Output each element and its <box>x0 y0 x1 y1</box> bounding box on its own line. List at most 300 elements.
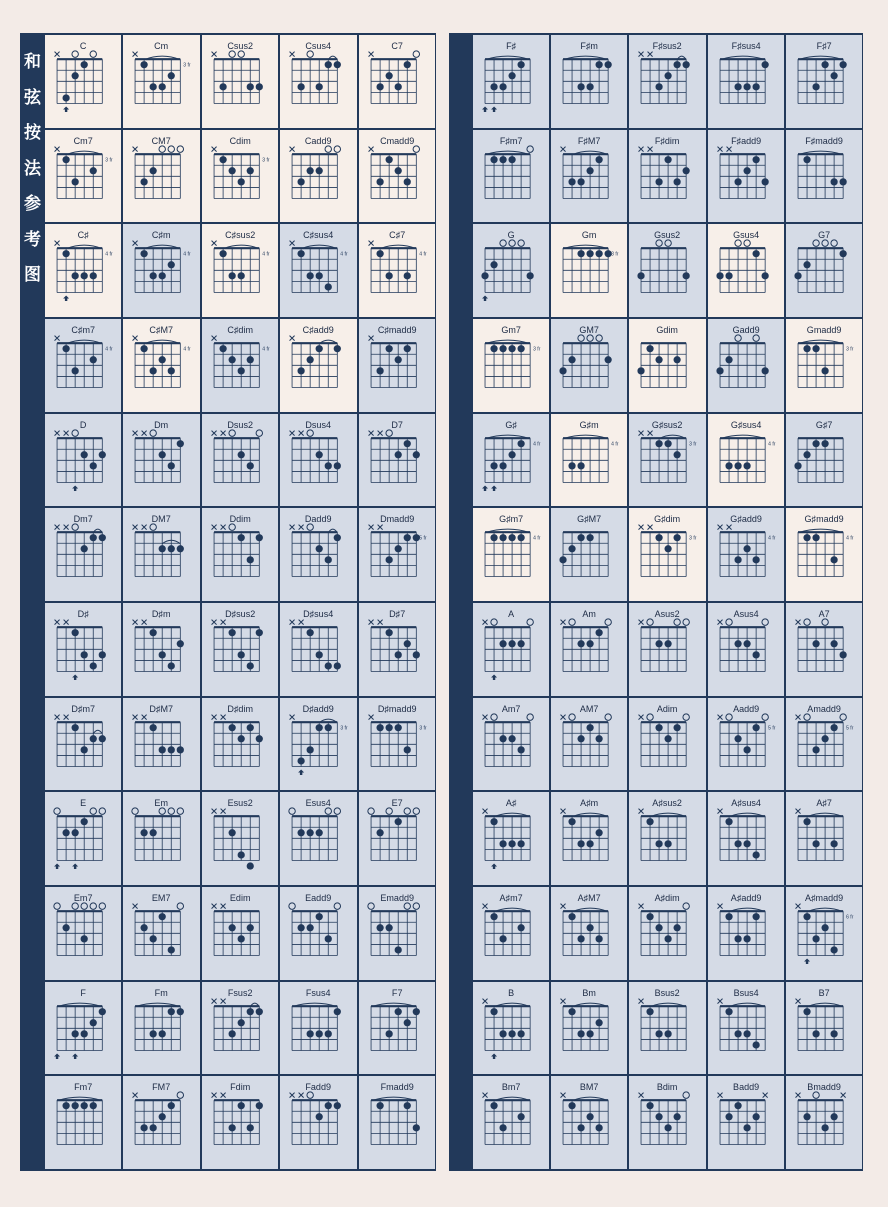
finger-dot <box>150 724 157 731</box>
finger-dot <box>325 557 332 564</box>
open-string-icon <box>605 619 611 625</box>
finger-dot <box>237 735 244 742</box>
finger-dot <box>578 1030 585 1037</box>
chord-card <box>45 792 121 885</box>
finger-dot <box>638 273 645 280</box>
finger-dot <box>219 345 226 352</box>
title-char: 和 <box>24 52 41 72</box>
chord-diagram <box>123 319 199 412</box>
finger-dot <box>812 841 819 848</box>
finger-dot <box>578 935 585 942</box>
finger-dot <box>62 924 69 931</box>
chord-diagram <box>551 508 627 601</box>
open-string-icon <box>229 51 235 57</box>
finger-dot <box>508 156 515 163</box>
chord-card <box>202 130 278 223</box>
muted-string-icon <box>717 1093 722 1098</box>
chord-name: A♯m <box>580 798 599 809</box>
muted-string-icon <box>220 714 225 719</box>
chord-diagram <box>202 319 278 412</box>
finger-dot <box>647 913 654 920</box>
finger-dot <box>518 345 525 352</box>
chord-name: Bmadd9 <box>807 1082 841 1093</box>
finger-dot <box>596 829 603 836</box>
chord-diagram <box>280 792 356 885</box>
fret-position-label: 3 fr <box>845 346 854 353</box>
fret-position-label: 5 fr <box>418 536 427 543</box>
finger-dot <box>578 640 585 647</box>
finger-dot <box>99 1008 106 1015</box>
finger-dot <box>490 462 497 469</box>
muted-string-icon <box>639 430 644 435</box>
muted-string-icon <box>290 336 295 341</box>
finger-dot <box>569 356 576 363</box>
finger-dot <box>376 1102 383 1109</box>
chord-diagram <box>786 887 862 980</box>
chord-diagram <box>45 224 121 317</box>
chord-card <box>786 792 862 885</box>
finger-dot <box>587 841 594 848</box>
finger-dot <box>587 534 594 541</box>
finger-dot <box>578 841 585 848</box>
chord-name: D♯M7 <box>149 703 174 714</box>
chord-name: B7 <box>818 987 830 998</box>
finger-dot <box>674 451 681 458</box>
chord-name: C7 <box>391 41 403 52</box>
open-string-icon <box>605 714 611 720</box>
open-string-icon <box>413 903 419 909</box>
open-string-icon <box>683 714 689 720</box>
finger-dot <box>168 72 175 79</box>
finger-dot <box>99 534 106 541</box>
muted-string-icon <box>211 525 216 530</box>
muted-string-icon <box>377 430 382 435</box>
muted-string-icon <box>220 809 225 814</box>
open-string-icon <box>334 808 340 814</box>
fret-position-label: 3 fr <box>183 62 191 69</box>
finger-dot <box>90 356 97 363</box>
finger-dot <box>385 72 392 79</box>
chord-name: Fdim <box>229 1082 251 1093</box>
chord-name: A♯dim <box>654 893 681 904</box>
chord-diagram <box>708 224 784 317</box>
finger-dot <box>794 462 801 469</box>
chord-diagram <box>473 1076 549 1169</box>
finger-dot <box>734 557 741 564</box>
root-arrow-icon <box>491 1053 497 1059</box>
chord-card <box>280 508 356 601</box>
finger-dot <box>743 1030 750 1037</box>
chord-diagram <box>45 982 121 1075</box>
open-string-icon <box>238 51 244 57</box>
chord-card <box>359 698 435 791</box>
open-string-icon <box>72 430 78 436</box>
finger-dot <box>734 83 741 90</box>
finger-dot <box>72 178 79 185</box>
chord-name: Cm7 <box>73 135 93 146</box>
finger-dot <box>761 273 768 280</box>
open-string-icon <box>307 430 313 436</box>
finger-dot <box>518 1030 525 1037</box>
chord-card <box>280 603 356 696</box>
open-string-icon <box>683 619 689 625</box>
open-string-icon <box>404 903 410 909</box>
open-string-icon <box>168 808 174 814</box>
finger-dot <box>596 629 603 636</box>
chord-card <box>359 414 435 507</box>
chord-card <box>473 1076 549 1169</box>
finger-dot <box>638 367 645 374</box>
muted-string-icon <box>368 52 373 57</box>
chord-card <box>629 603 705 696</box>
chord-card <box>202 698 278 791</box>
chord-name: Cm <box>154 41 169 52</box>
finger-dot <box>228 1030 235 1037</box>
finger-dot <box>830 1113 837 1120</box>
open-string-icon <box>72 524 78 530</box>
chord-card <box>202 982 278 1075</box>
chord-name: A <box>508 609 515 620</box>
open-string-icon <box>596 335 602 341</box>
fret-position-label: 3 fr <box>262 157 270 164</box>
finger-dot <box>228 273 235 280</box>
finger-dot <box>62 94 69 101</box>
finger-dot <box>62 345 69 352</box>
fret-position-label: 3 fr <box>105 157 113 164</box>
finger-dot <box>99 451 106 458</box>
finger-dot <box>228 829 235 836</box>
finger-dot <box>334 345 341 352</box>
finger-dot <box>316 1030 323 1037</box>
finger-dot <box>596 1019 603 1026</box>
finger-dot <box>219 250 226 257</box>
finger-dot <box>490 345 497 352</box>
muted-string-icon <box>639 52 644 57</box>
chord-diagram <box>45 130 121 223</box>
finger-dot <box>569 462 576 469</box>
finger-dot <box>596 61 603 68</box>
finger-dot <box>578 1125 585 1132</box>
chord-name: C♯7 <box>388 230 405 241</box>
chord-grid-left <box>45 35 435 1169</box>
finger-dot <box>228 167 235 174</box>
chord-diagram <box>551 982 627 1075</box>
chord-card <box>786 982 862 1075</box>
chord-name: C♯m <box>152 230 171 241</box>
finger-dot <box>316 273 323 280</box>
open-string-icon <box>683 903 689 909</box>
fret-position-label: 3 fr <box>611 252 619 259</box>
finger-dot <box>578 83 585 90</box>
chord-name: Bm <box>582 987 597 998</box>
muted-string-icon <box>795 1093 800 1098</box>
chord-diagram <box>708 35 784 128</box>
open-string-icon <box>822 240 828 246</box>
chord-name: Am <box>582 609 597 620</box>
finger-dot <box>325 61 332 68</box>
chord-card <box>45 224 121 317</box>
chord-diagram <box>708 1076 784 1169</box>
chord-card <box>280 319 356 412</box>
finger-dot <box>307 273 314 280</box>
chord-diagram <box>359 414 435 507</box>
finger-dot <box>90 462 97 469</box>
chord-name: Cdim <box>229 135 251 146</box>
chord-name: F♯madd9 <box>805 135 843 146</box>
chord-diagram <box>123 35 199 128</box>
finger-dot <box>761 178 768 185</box>
finger-dot <box>237 273 244 280</box>
chord-card <box>786 698 862 791</box>
chord-card <box>473 508 549 601</box>
chord-name: Csus2 <box>227 41 253 52</box>
finger-dot <box>334 662 341 669</box>
finger-dot <box>569 913 576 920</box>
finger-dot <box>255 629 262 636</box>
finger-dot <box>803 1008 810 1015</box>
finger-dot <box>725 1113 732 1120</box>
finger-dot <box>177 746 184 753</box>
muted-string-icon <box>211 809 216 814</box>
chord-card <box>202 1076 278 1169</box>
chord-card <box>359 130 435 223</box>
finger-dot <box>839 250 846 257</box>
finger-dot <box>168 946 175 953</box>
finger-dot <box>246 863 253 870</box>
chord-diagram <box>280 130 356 223</box>
muted-string-icon <box>717 904 722 909</box>
fret-position-label: 6 fr <box>845 914 854 921</box>
chord-card <box>473 35 549 128</box>
finger-dot <box>647 818 654 825</box>
finger-dot <box>490 818 497 825</box>
finger-dot <box>508 1030 515 1037</box>
finger-dot <box>177 640 184 647</box>
chord-name: G♯M7 <box>577 514 602 525</box>
chord-name: Bsus4 <box>733 987 759 998</box>
chord-diagram <box>786 1076 862 1169</box>
finger-dot <box>803 534 810 541</box>
chord-card <box>708 319 784 412</box>
muted-string-icon <box>220 998 225 1003</box>
chord-card <box>359 1076 435 1169</box>
open-string-icon <box>725 619 731 625</box>
chord-card <box>280 1076 356 1169</box>
finger-dot <box>518 534 525 541</box>
chord-card <box>551 1076 627 1169</box>
chord-card <box>280 887 356 980</box>
fret-position-label: 4 fr <box>340 252 348 259</box>
chord-name: Cadd9 <box>305 135 332 146</box>
muted-string-icon <box>726 525 731 530</box>
finger-dot <box>150 1125 157 1132</box>
finger-dot <box>830 72 837 79</box>
finger-dot <box>246 557 253 564</box>
chord-diagram <box>359 319 435 412</box>
chord-card <box>551 508 627 601</box>
chord-diagram <box>45 319 121 412</box>
open-string-icon <box>647 714 653 720</box>
chord-name: D♯sus2 <box>224 609 256 620</box>
finger-dot <box>376 829 383 836</box>
finger-dot <box>307 746 314 753</box>
muted-string-icon <box>133 430 138 435</box>
finger-dot <box>255 534 262 541</box>
muted-string-icon <box>211 1093 216 1098</box>
muted-string-icon <box>55 620 60 625</box>
finger-dot <box>99 651 106 658</box>
finger-dot <box>90 1102 97 1109</box>
finger-dot <box>734 841 741 848</box>
finger-dot <box>821 924 828 931</box>
chord-card <box>473 319 549 412</box>
finger-dot <box>518 1113 525 1120</box>
finger-dot <box>394 946 401 953</box>
open-string-icon <box>500 240 506 246</box>
chord-card <box>551 982 627 1075</box>
chord-card <box>473 698 549 791</box>
muted-string-icon <box>377 525 382 530</box>
finger-dot <box>237 178 244 185</box>
finger-dot <box>334 1008 341 1015</box>
muted-string-icon <box>483 1093 488 1098</box>
chord-name: D♯madd9 <box>377 703 417 714</box>
chord-card <box>551 319 627 412</box>
chord-diagram <box>551 698 627 791</box>
finger-dot <box>81 273 88 280</box>
muted-string-icon <box>211 52 216 57</box>
finger-dot <box>246 724 253 731</box>
finger-dot <box>246 662 253 669</box>
finger-dot <box>656 534 663 541</box>
muted-string-icon <box>483 714 488 719</box>
finger-dot <box>334 61 341 68</box>
title-char: 考 <box>24 229 41 250</box>
chord-name: Dm <box>154 419 169 430</box>
finger-dot <box>316 913 323 920</box>
chord-name: F♯ <box>506 41 517 52</box>
chord-card <box>708 1076 784 1169</box>
chord-card <box>786 887 862 980</box>
chord-name: Bdim <box>657 1082 678 1093</box>
muted-string-icon <box>639 809 644 814</box>
open-string-icon <box>289 903 295 909</box>
chord-diagram <box>473 698 549 791</box>
finger-dot <box>159 913 166 920</box>
open-string-icon <box>177 1092 183 1098</box>
open-string-icon <box>159 146 165 152</box>
finger-dot <box>177 1008 184 1015</box>
chord-name: Edim <box>229 893 251 904</box>
fret-position-label: 4 fr <box>418 252 427 259</box>
open-string-icon <box>150 430 156 436</box>
muted-string-icon <box>717 620 722 625</box>
muted-string-icon <box>290 1093 295 1098</box>
finger-dot <box>394 818 401 825</box>
finger-dot <box>159 356 166 363</box>
finger-dot <box>596 935 603 942</box>
chord-diagram <box>629 1076 705 1169</box>
chord-diagram <box>473 792 549 885</box>
finger-dot <box>656 841 663 848</box>
chord-diagram <box>280 1076 356 1169</box>
open-string-icon <box>386 430 392 436</box>
open-string-icon <box>569 619 575 625</box>
finger-dot <box>490 534 497 541</box>
finger-dot <box>587 167 594 174</box>
chord-diagram <box>786 414 862 507</box>
chord-card <box>45 414 121 507</box>
finger-dot <box>376 367 383 374</box>
chord-name: EM7 <box>152 893 171 904</box>
chord-name: F♯sus2 <box>652 41 683 52</box>
finger-dot <box>674 924 681 931</box>
finger-dot <box>394 451 401 458</box>
chord-card <box>45 35 121 128</box>
finger-dot <box>62 156 69 163</box>
finger-dot <box>734 640 741 647</box>
finger-dot <box>159 746 166 753</box>
finger-dot <box>376 924 383 931</box>
finger-dot <box>725 462 732 469</box>
chord-name: G♯sus4 <box>730 419 761 430</box>
chord-name: Gm <box>582 230 597 241</box>
open-string-icon <box>491 619 497 625</box>
fret-position-label: 4 fr <box>533 536 541 543</box>
chord-card <box>123 603 199 696</box>
chord-name: G <box>507 230 515 241</box>
muted-string-icon <box>368 525 373 530</box>
open-string-icon <box>72 903 78 909</box>
open-string-icon <box>334 146 340 152</box>
open-string-icon <box>804 714 810 720</box>
finger-dot <box>228 629 235 636</box>
finger-dot <box>385 156 392 163</box>
finger-dot <box>794 273 801 280</box>
chord-card <box>359 792 435 885</box>
chord-card <box>629 698 705 791</box>
finger-dot <box>499 1030 506 1037</box>
finger-dot <box>307 829 314 836</box>
chord-name: GM7 <box>579 325 600 336</box>
chord-diagram <box>45 414 121 507</box>
chord-card <box>786 224 862 317</box>
open-string-icon <box>177 903 183 909</box>
finger-dot <box>830 640 837 647</box>
finger-dot <box>298 83 305 90</box>
open-string-icon <box>90 903 96 909</box>
chord-card <box>123 887 199 980</box>
chord-name: Gdim <box>656 325 679 336</box>
chord-card <box>123 414 199 507</box>
chord-name: A♯M7 <box>577 893 601 904</box>
finger-dot <box>219 83 226 90</box>
finger-dot <box>237 451 244 458</box>
muted-string-icon <box>211 430 216 435</box>
finger-dot <box>72 367 79 374</box>
open-string-icon <box>81 903 87 909</box>
finger-dot <box>734 935 741 942</box>
chord-name: CM7 <box>152 135 172 146</box>
finger-dot <box>752 250 759 257</box>
chord-name: Bsus2 <box>654 987 681 998</box>
chord-diagram <box>473 508 549 601</box>
finger-dot <box>508 451 515 458</box>
finger-dot <box>803 913 810 920</box>
muted-string-icon <box>290 241 295 246</box>
finger-dot <box>812 746 819 753</box>
finger-dot <box>490 1008 497 1015</box>
